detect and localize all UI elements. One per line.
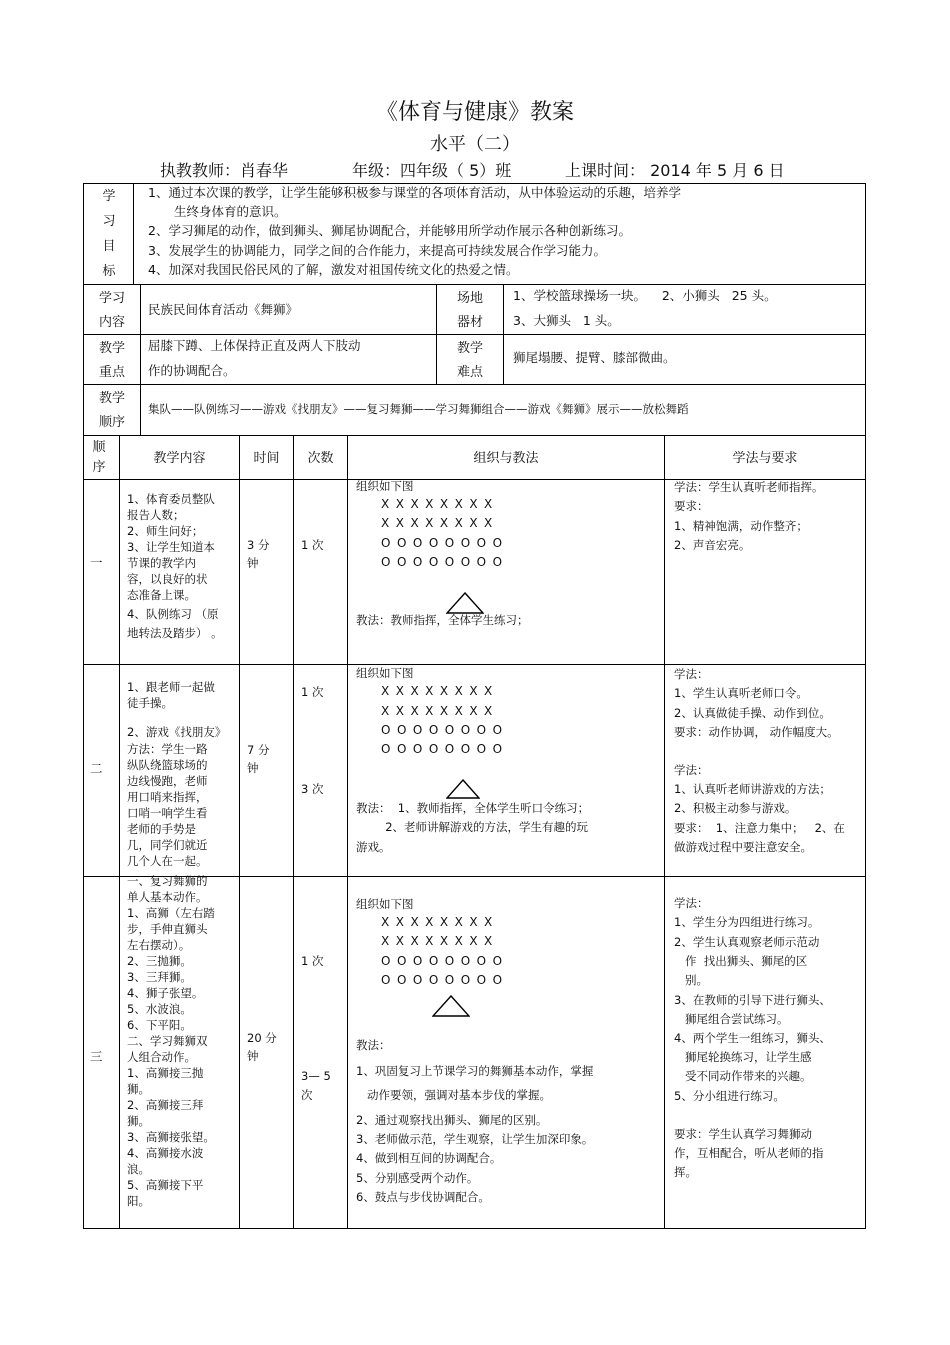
formation-o-row: OOOOOOOO bbox=[381, 742, 509, 756]
formation-o-row: OOOOOOOO bbox=[381, 536, 509, 550]
grade-info: 年级：四年级（ 5）班 bbox=[352, 161, 512, 180]
formation-x-row: XXXXXXXX bbox=[381, 497, 499, 511]
header-requirement: 学法与要求 bbox=[732, 451, 798, 466]
section-1-count: 1 次 bbox=[301, 538, 324, 552]
difficulty-value: 狮尾塌腰、提臂、膝部微曲。 bbox=[513, 350, 676, 365]
header-content: 教学内容 bbox=[153, 451, 206, 466]
section-2-seq: 二 bbox=[90, 761, 103, 776]
formation-x-row: XXXXXXXX bbox=[381, 684, 499, 698]
formation-o-row: OOOOOOOO bbox=[381, 555, 509, 569]
document-title: 《体育与健康》教案 bbox=[375, 100, 574, 125]
teacher-info: 执教教师：肖春华 bbox=[160, 161, 289, 180]
formation-x-row: XXXXXXXX bbox=[381, 915, 499, 929]
document-subtitle: 水平（二） bbox=[430, 134, 520, 155]
formation-x-row: XXXXXXXX bbox=[381, 934, 499, 948]
content-value: 民族民间体育活动《舞狮》 bbox=[148, 302, 299, 317]
header-method: 组织与教法 bbox=[473, 451, 539, 466]
teacher-triangle-icon bbox=[446, 592, 484, 614]
formation-x-row: XXXXXXXX bbox=[381, 704, 499, 718]
header-count: 次数 bbox=[307, 451, 334, 466]
section-3-seq: 三 bbox=[90, 1049, 103, 1064]
section-1-seq: 一 bbox=[90, 555, 103, 570]
date-info: 上课时间： 2014 年 5 月 6 日 bbox=[565, 161, 785, 180]
teacher-triangle-icon bbox=[446, 779, 480, 799]
formation-o-row: OOOOOOOO bbox=[381, 973, 509, 987]
header-time: 时间 bbox=[253, 451, 280, 466]
formation-x-row: XXXXXXXX bbox=[381, 516, 499, 530]
order-value: 集队——队例练习——游戏《找朋友》——复习舞狮——学习舞狮组合——游戏《舞狮》展示——放松舞蹈 bbox=[148, 402, 689, 416]
teacher-triangle-icon bbox=[432, 995, 470, 1017]
formation-o-row: OOOOOOOO bbox=[381, 723, 509, 737]
formation-o-row: OOOOOOOO bbox=[381, 954, 509, 968]
